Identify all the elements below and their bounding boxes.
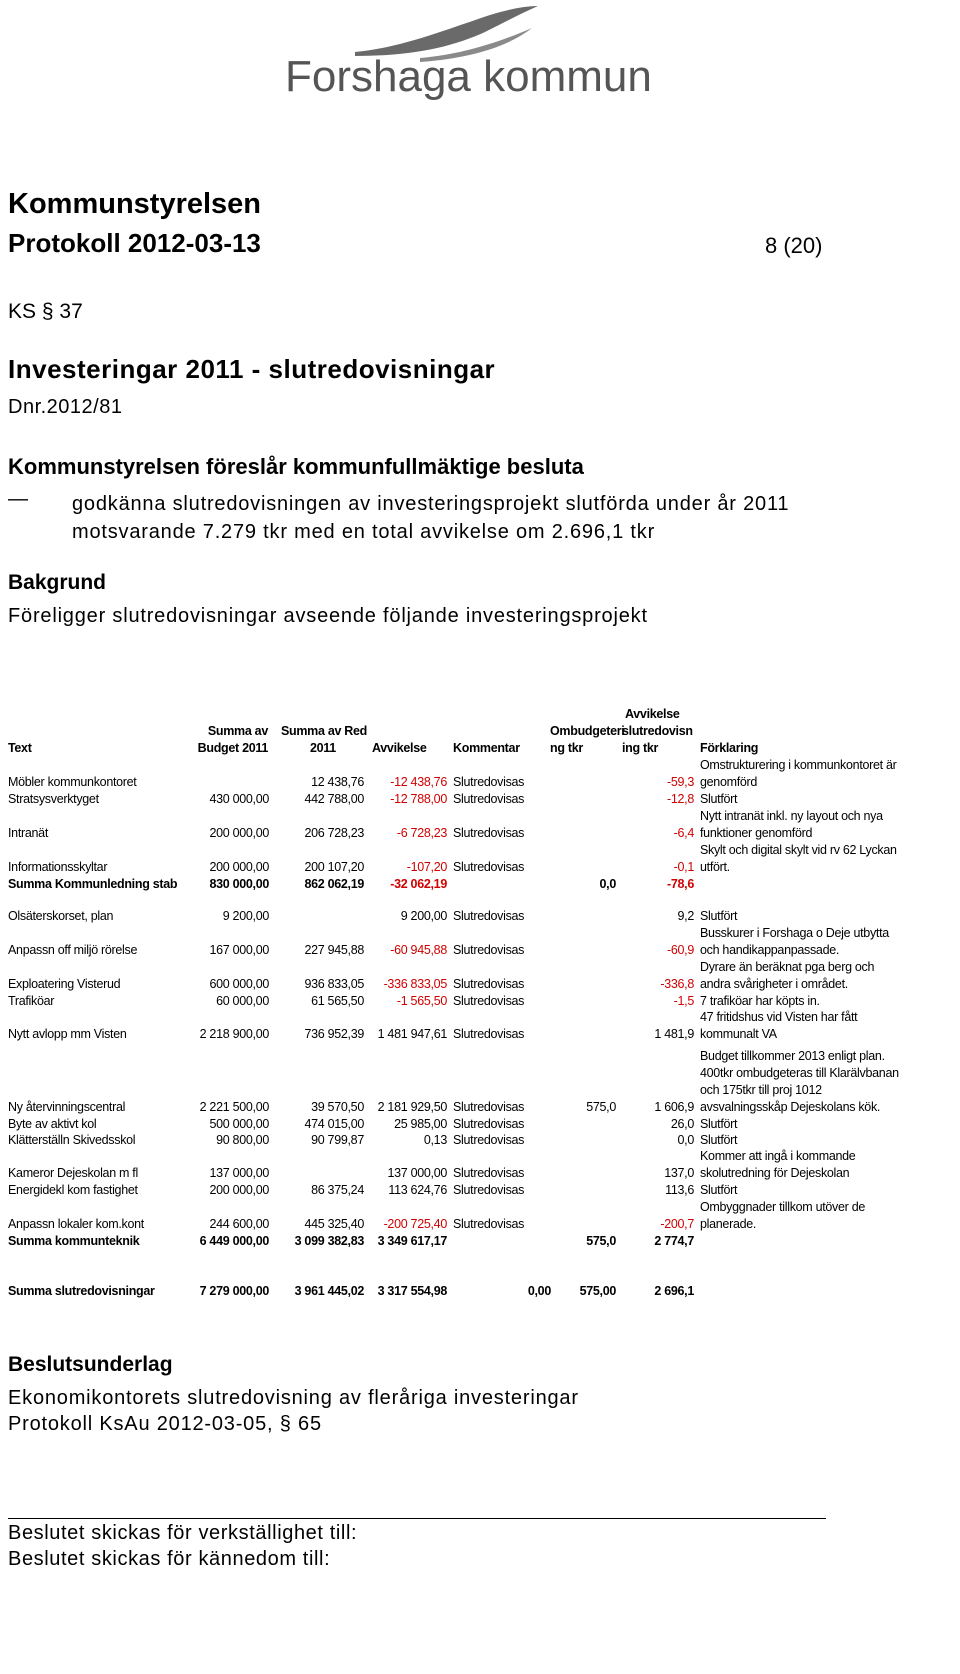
- table-row-text: Kameror Dejeskolan m fl: [8, 1166, 138, 1180]
- decision-basis-heading: Beslutsunderlag: [8, 1353, 173, 1376]
- decision-basis-1: Ekonomikontorets slutredovisning av fleråriga investeringar: [8, 1387, 579, 1409]
- table-row-forklaring: och 175tkr till proj 1012: [700, 1083, 822, 1097]
- paragraph-ref: [8, 300, 83, 324]
- table-row-budget: 90 800,00: [216, 1133, 269, 1147]
- table-row-forklaring: andra svårigheter i området.: [700, 977, 848, 991]
- table-row-forklaring: kommunalt VA: [700, 1027, 777, 1041]
- table-row-forklaring: Slutfört: [700, 792, 738, 806]
- table-row-avv: -336,8: [660, 977, 694, 991]
- table-row-text: Klätterställn Skivedsskol: [8, 1133, 136, 1147]
- table-row-text: Trafiköar: [8, 994, 55, 1008]
- table-row-kommentar: Slutredovisas: [453, 1166, 525, 1180]
- table-row-forklaring: Dyrare än beräknat pga berg och: [700, 960, 875, 974]
- table-row-avv: 1 606,9: [654, 1100, 694, 1114]
- table-row-red: 12 438,76: [311, 775, 364, 789]
- table-row-avvikelse: 1 481 947,61: [377, 1027, 447, 1041]
- col-header-kommentar: Kommentar: [453, 741, 520, 755]
- col-header-avv-0: Avvikelse: [625, 707, 680, 721]
- table-row-red: 3 961 445,02: [294, 1284, 364, 1298]
- table-row-budget: 830 000,00: [209, 877, 269, 891]
- table-row-forklaring: och handikappanpassade.: [700, 943, 840, 957]
- table-row-omb: 575,0: [586, 1234, 616, 1248]
- table-row-avvikelse: 25 985,00: [394, 1117, 447, 1131]
- table-row-budget: 200 000,00: [209, 1183, 269, 1197]
- table-row-text: Exploatering Visterud: [8, 977, 121, 991]
- table-row-avv: 2 774,7: [654, 1234, 694, 1248]
- table-row-forklaring: Slutfört: [700, 1133, 738, 1147]
- col-header-budget-2: Budget 2011: [197, 741, 268, 755]
- table-row-avvikelse: 2 181 929,50: [377, 1100, 447, 1114]
- table-row-kommentar: Slutredovisas: [453, 775, 525, 789]
- footer-divider: [8, 1518, 826, 1519]
- table-row-forklaring: Omstrukturering i kommunkontoret är: [700, 758, 897, 772]
- table-row-kommentar: Slutredovisas: [453, 1217, 525, 1231]
- table-row-budget: 200 000,00: [209, 826, 269, 840]
- footer-kannedom: Beslutet skickas för kännedom till:: [8, 1548, 331, 1570]
- col-header-omb-1: Ombudgeteri: [550, 724, 625, 738]
- table-row-forklaring: Nytt intranät inkl. ny layout och nya: [700, 809, 883, 823]
- table-row-kommentar: Slutredovisas: [453, 1117, 525, 1131]
- table-row-forklaring: Busskurer i Forshaga o Deje utbytta: [700, 926, 889, 940]
- table-row-kommentar: Slutredovisas: [453, 1100, 525, 1114]
- table-row-red: 3 099 382,83: [294, 1234, 364, 1248]
- table-row-budget: 60 000,00: [216, 994, 269, 1008]
- protocol-date: Protokoll 2012-03-13: [8, 228, 261, 258]
- table-row-avv: 0,0: [677, 1133, 694, 1147]
- table-row-forklaring: 400tkr ombudgeteras till Klarälvbanan: [700, 1066, 899, 1080]
- table-row-kommentar: Slutredovisas: [453, 1183, 525, 1197]
- col-header-budget-1: Summa av: [207, 724, 268, 738]
- paragraph-number: 37: [59, 300, 83, 323]
- table-row-text: Energidekl kom fastighet: [8, 1183, 138, 1197]
- table-row-avvikelse: -12 438,76: [390, 775, 447, 789]
- table-row-avv: -78,6: [667, 877, 694, 891]
- table-row-text: Summa Kommunledning stab: [8, 877, 178, 891]
- footer-verkstallighet: Beslutet skickas för verkställighet till:: [8, 1522, 358, 1544]
- table-row-text: Summa slutredovisningar: [8, 1284, 155, 1298]
- proposal-dash: —: [8, 488, 28, 510]
- col-header-avv-1: slutredovisn: [622, 724, 693, 738]
- table-row-avv: -0,1: [673, 860, 694, 874]
- table-row-avv: 2 696,1: [654, 1284, 694, 1298]
- table-row-text: Möbler kommunkontoret: [8, 775, 137, 789]
- table-row-budget: 137 000,00: [209, 1166, 269, 1180]
- table-row-avvikelse: 113 624,76: [388, 1183, 447, 1197]
- table-row-avv: 9,2: [677, 909, 694, 923]
- col-header-text: Text: [8, 741, 32, 755]
- table-row-kommentar: Slutredovisas: [453, 977, 525, 991]
- table-row-red: 862 062,19: [304, 877, 364, 891]
- paragraph-symbol: §: [41, 300, 54, 323]
- table-row-forklaring: skolutredning för Dejeskolan: [700, 1166, 850, 1180]
- table-row-kommentar: Slutredovisas: [453, 1133, 525, 1147]
- table-row-text: Informationsskyltar: [8, 860, 108, 874]
- table-row-omb: 575,0: [586, 1100, 616, 1114]
- proposal-line-1: godkänna slutredovisningen av investeringsprojekt slutförda under år 2011: [72, 493, 790, 515]
- table-row-avvikelse: -200 725,40: [383, 1217, 447, 1231]
- table-row-kommentar: 0,00: [527, 1284, 551, 1298]
- decision-basis-2-prefix: Protokoll KsAu 2012-03-05,: [8, 1413, 274, 1435]
- table-row-forklaring: Ombyggnader tillkom utöver de: [700, 1200, 865, 1214]
- table-row-avvikelse: -32 062,19: [390, 877, 447, 891]
- table-row-text: Nytt avlopp mm Visten: [8, 1027, 127, 1041]
- table-row-budget: 6 449 000,00: [199, 1234, 269, 1248]
- table-row-text: Anpassn off miljö rörelse: [8, 943, 138, 957]
- table-row-avv: -60,9: [667, 943, 694, 957]
- table-row-budget: 2 221 500,00: [199, 1100, 269, 1114]
- table-row-red: 936 833,05: [304, 977, 364, 991]
- table-row-avvikelse: -60 945,88: [390, 943, 447, 957]
- table-row-forklaring: Skylt och digital skylt vid rv 62 Lyckan: [700, 843, 897, 857]
- col-header-avv-2: ing tkr: [622, 741, 659, 755]
- table-row-avv: -6,4: [673, 826, 694, 840]
- table-row-red: 227 945,88: [304, 943, 364, 957]
- table-row-text: Ny återvinningscentral: [8, 1100, 126, 1114]
- table-row-budget: 500 000,00: [209, 1117, 269, 1131]
- table-row-red: 206 728,23: [304, 826, 364, 840]
- col-header-avvikelse: Avvikelse: [372, 741, 427, 755]
- decision-basis-2-num: 65: [298, 1413, 322, 1435]
- table-row-red: 86 375,24: [311, 1183, 364, 1197]
- table-row-kommentar: Slutredovisas: [453, 792, 525, 806]
- table-row-forklaring: Budget tillkommer 2013 enligt plan.: [700, 1049, 885, 1063]
- table-row-omb: 575,00: [579, 1284, 616, 1298]
- page-number: 8 (20): [765, 233, 823, 258]
- background-text: Föreligger slutredovisningar avseende följande investeringsprojekt: [8, 605, 648, 627]
- table-row-forklaring: planerade.: [700, 1217, 757, 1231]
- table-row-budget: 2 218 900,00: [199, 1027, 269, 1041]
- table-row-avvikelse: -12 788,00: [390, 792, 447, 806]
- table-row-red: 445 325,40: [304, 1217, 364, 1231]
- table-row-avv: 113,6: [665, 1183, 694, 1197]
- table-row-avv: -1,5: [673, 994, 694, 1008]
- table-row-forklaring: funktioner genomförd: [700, 826, 813, 840]
- decision-basis-2-symbol: §: [279, 1413, 292, 1435]
- table-row-forklaring: utfört.: [700, 860, 730, 874]
- table-row-red: 200 107,20: [304, 860, 364, 874]
- table-row-budget: 200 000,00: [209, 860, 269, 874]
- org-logo-text: Forshaga kommun: [285, 52, 652, 101]
- table-row-avv: 1 481,9: [654, 1027, 694, 1041]
- table-row-budget: 167 000,00: [209, 943, 269, 957]
- page-title: Investeringar 2011 - slutredovisningar: [8, 354, 496, 384]
- col-header-forklaring: Förklaring: [700, 741, 759, 755]
- table-row-forklaring: 47 fritidshus vid Visten har fått: [700, 1010, 858, 1024]
- table-row-text: Summa kommunteknik: [8, 1234, 140, 1248]
- col-header-omb-2: ng tkr: [550, 741, 583, 755]
- table-row-red: 442 788,00: [304, 792, 364, 806]
- table-row-avvikelse: -107,20: [406, 860, 447, 874]
- paragraph-prefix: KS: [8, 300, 37, 323]
- table-row-avv: 26,0: [670, 1117, 694, 1131]
- table-row-avvikelse: 9 200,00: [400, 909, 447, 923]
- table-row-kommentar: Slutredovisas: [453, 826, 525, 840]
- table-row-budget: 244 600,00: [209, 1217, 269, 1231]
- decision-basis-2: [8, 1413, 322, 1436]
- proposal-heading: Kommunstyrelsen föreslår kommunfullmäktige besluta: [8, 454, 584, 479]
- table-row-red: 474 015,00: [304, 1117, 364, 1131]
- table-row-kommentar: Slutredovisas: [453, 860, 525, 874]
- table-row-avvikelse: -336 833,05: [383, 977, 447, 991]
- table-row-budget: 7 279 000,00: [199, 1284, 269, 1298]
- table-row-kommentar: Slutredovisas: [453, 994, 525, 1008]
- col-header-red-1: Summa av Red: [281, 724, 368, 738]
- table-row-red: 39 570,50: [311, 1100, 364, 1114]
- table-row-avv: -59,3: [667, 775, 694, 789]
- table-row-forklaring: avsvalningsskåp Dejeskolans kök.: [700, 1100, 881, 1114]
- table-row-budget: 9 200,00: [222, 909, 269, 923]
- table-row-forklaring: Slutfört: [700, 909, 738, 923]
- table-row-text: Stratsysverktyget: [8, 792, 99, 806]
- table-row-avv: -200,7: [660, 1217, 694, 1231]
- table-row-avvikelse: 0,13: [423, 1133, 447, 1147]
- table-row-avv: 137,0: [664, 1166, 694, 1180]
- table-row-text: Byte av aktivt kol: [8, 1117, 97, 1131]
- table-row-omb: 0,0: [599, 877, 616, 891]
- table-row-red: 61 565,50: [311, 994, 364, 1008]
- table-row-text: Intranät: [8, 826, 48, 840]
- col-header-red-2: 2011: [310, 741, 336, 755]
- table-row-forklaring: 7 trafiköar har köpts in.: [700, 994, 820, 1008]
- table-row-avvikelse: 3 349 617,17: [377, 1234, 447, 1248]
- table-row-red: 90 799,87: [311, 1133, 364, 1147]
- table-row-avvikelse: -1 565,50: [396, 994, 447, 1008]
- table-row-avvikelse: 137 000,00: [387, 1166, 447, 1180]
- table-row-red: 736 952,39: [304, 1027, 364, 1041]
- table-row-budget: 430 000,00: [209, 792, 269, 806]
- table-row-kommentar: Slutredovisas: [453, 1027, 525, 1041]
- table-row-forklaring: Slutfört: [700, 1183, 738, 1197]
- proposal-line-2: motsvarande 7.279 tkr med en total avvikelse om 2.696,1 tkr: [72, 521, 656, 543]
- table-row-avv: -12,8: [667, 792, 694, 806]
- table-row-kommentar: Slutredovisas: [453, 943, 525, 957]
- table-row-budget: 600 000,00: [209, 977, 269, 991]
- committee-title: Kommunstyrelsen: [8, 188, 262, 220]
- table-row-forklaring: genomförd: [700, 775, 758, 789]
- dnr: Dnr.2012/81: [8, 396, 123, 418]
- table-row-avvikelse: 3 317 554,98: [377, 1284, 447, 1298]
- table-row-avvikelse: -6 728,23: [396, 826, 447, 840]
- table-row-text: Olsäterskorset, plan: [8, 909, 114, 923]
- background-heading: Bakgrund: [8, 571, 107, 594]
- table-row-text: Anpassn lokaler kom.kont: [8, 1217, 144, 1231]
- table-row-forklaring: Kommer att ingå i kommande: [700, 1149, 856, 1163]
- table-row-kommentar: Slutredovisas: [453, 909, 525, 923]
- table-row-forklaring: Slutfört: [700, 1117, 738, 1131]
